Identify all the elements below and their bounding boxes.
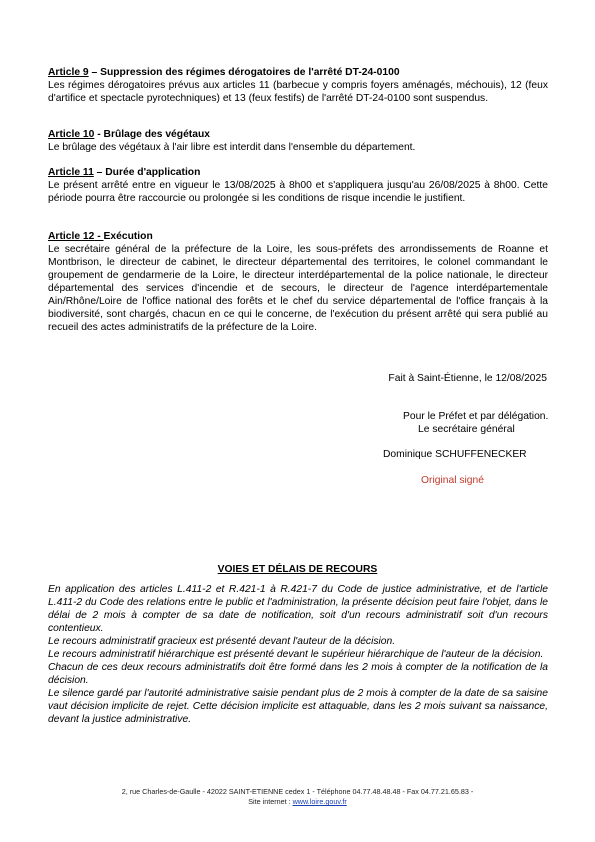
recours-paragraph: En application des articles L.411-2 et R.421-1 à R.421-7 du Code de justice administrative, et de l'article L.411-2 du Code des relations entre le public et l'administration, la présente décision peut faire l'objet, dans le délai de 2 mois à compter de sa date de notification, soit d'un recours administratif soit d'un recours contentieux. [48, 584, 548, 634]
article-12-title: Exécution [103, 231, 153, 242]
article-11-body: Le présent arrêté entre en vigueur le 13/08/2025 à 8h00 et s'appliquera jusqu'au 26/08/2025 à 8h00. Cette période pourra être raccourcie ou prolongée si les conditions de risque incendie le justifient. [48, 180, 548, 204]
recours-section [48, 583, 548, 726]
signature-delegation: Pour le Préfet et par délégation. [403, 411, 549, 422]
article-9-body: Les régimes dérogatoires prévus aux articles 11 (barbecue y compris foyers aménagés, méchouis), 12 (feux d'artifice et spectacle pyrotechniques) et 13 (feux festifs) de l'arrêté DT-24-0100 sont suspendus. [48, 80, 548, 104]
recours-paragraph: Le recours administratif gracieux est présenté devant l'auteur de la décision. [48, 636, 396, 647]
article-11-separator: – [93, 167, 106, 178]
article-12-number [48, 231, 104, 242]
article-10-separator: - [94, 129, 104, 140]
recours-heading: VOIES ET DÉLAIS DE RECOURS [217, 564, 378, 575]
article-9-title: Suppression des régimes dérogatoires de l'arrêté DT-24-0100 [100, 67, 400, 78]
footer-website-link[interactable]: www.loire.gouv.fr [292, 797, 347, 806]
article-12-body: Le secrétaire général de la préfecture de la Loire, les sous-préfets des arrondissements de Roanne et Montbrison, le directeur de cabinet, le directeur départemental des territoires, le colonel commandant le groupement de gendarmerie de la Loire, le directeur interdépartemental de la police nationale, le directeur départemental des services d'incendie et de secours, le directeur de l'agence interdépartementale Ain/Rhône/Loire de l'office national des forêts et le chef du service départemental de l'office français à la biodiversité, sont chargés, chacun en ce qui le concerne, de l'exécution du présent arrêté qui sera publié au recueil des actes administratifs de la préfecture de la Loire. [48, 244, 548, 333]
article-12 [48, 230, 548, 334]
article-10-heading [48, 128, 548, 141]
article-9-number: Article 9 [48, 67, 89, 78]
article-11-heading [48, 166, 548, 179]
original-signed-stamp: Original signé [421, 475, 484, 486]
recours-paragraph: Chacun de ces deux recours administratifs doit être formé dans les 2 mois à compter de la notification de la décision. [48, 662, 548, 686]
article-12-separator: - [94, 231, 104, 242]
recours-paragraph: Le silence gardé par l'autorité administrative saisie pendant plus de 2 mois à compter de la date de sa saisine vaut décision implicite de rejet. Cette décision implicite est attaquable, dans les 2 mois suivant sa naissance, devant la justice administrative. [48, 688, 548, 725]
article-10-title: Brûlage des végétaux [103, 129, 210, 140]
article-9-heading [48, 66, 548, 79]
recours-paragraph: Le recours administratif hiérarchique est présenté devant le supérieur hiérarchique de l'auteur de la décision. [48, 649, 544, 660]
article-12-number-text: Article 12 [48, 231, 95, 242]
article-10 [48, 128, 548, 154]
footer-address: 2, rue Charles-de-Gaulle - 42022 SAINT-ETIENNE cedex 1 - Téléphone 04.77.48.48.48 - Fax 04.77.21.65.83 - [121, 787, 474, 796]
article-11 [48, 166, 548, 205]
footer-website-label: Site internet : [248, 797, 293, 806]
page-footer [0, 787, 595, 807]
article-10-number: Article 10 [48, 129, 95, 140]
article-11-number: Article 11 [48, 167, 94, 178]
article-10-body: Le brûlage des végétaux à l'air libre est interdit dans l'ensemble du département. [48, 142, 416, 153]
article-9 [48, 66, 548, 105]
article-11-title: Durée d'application [105, 167, 201, 178]
article-12-heading [48, 230, 548, 243]
signature-title: Le secrétaire général [418, 424, 515, 435]
signature-name: Dominique SCHUFFENECKER [383, 449, 527, 460]
footer-website-line [0, 797, 595, 807]
signature-place-date: Fait à Saint-Étienne, le 12/08/2025 [388, 373, 547, 384]
article-9-separator: – [88, 67, 101, 78]
